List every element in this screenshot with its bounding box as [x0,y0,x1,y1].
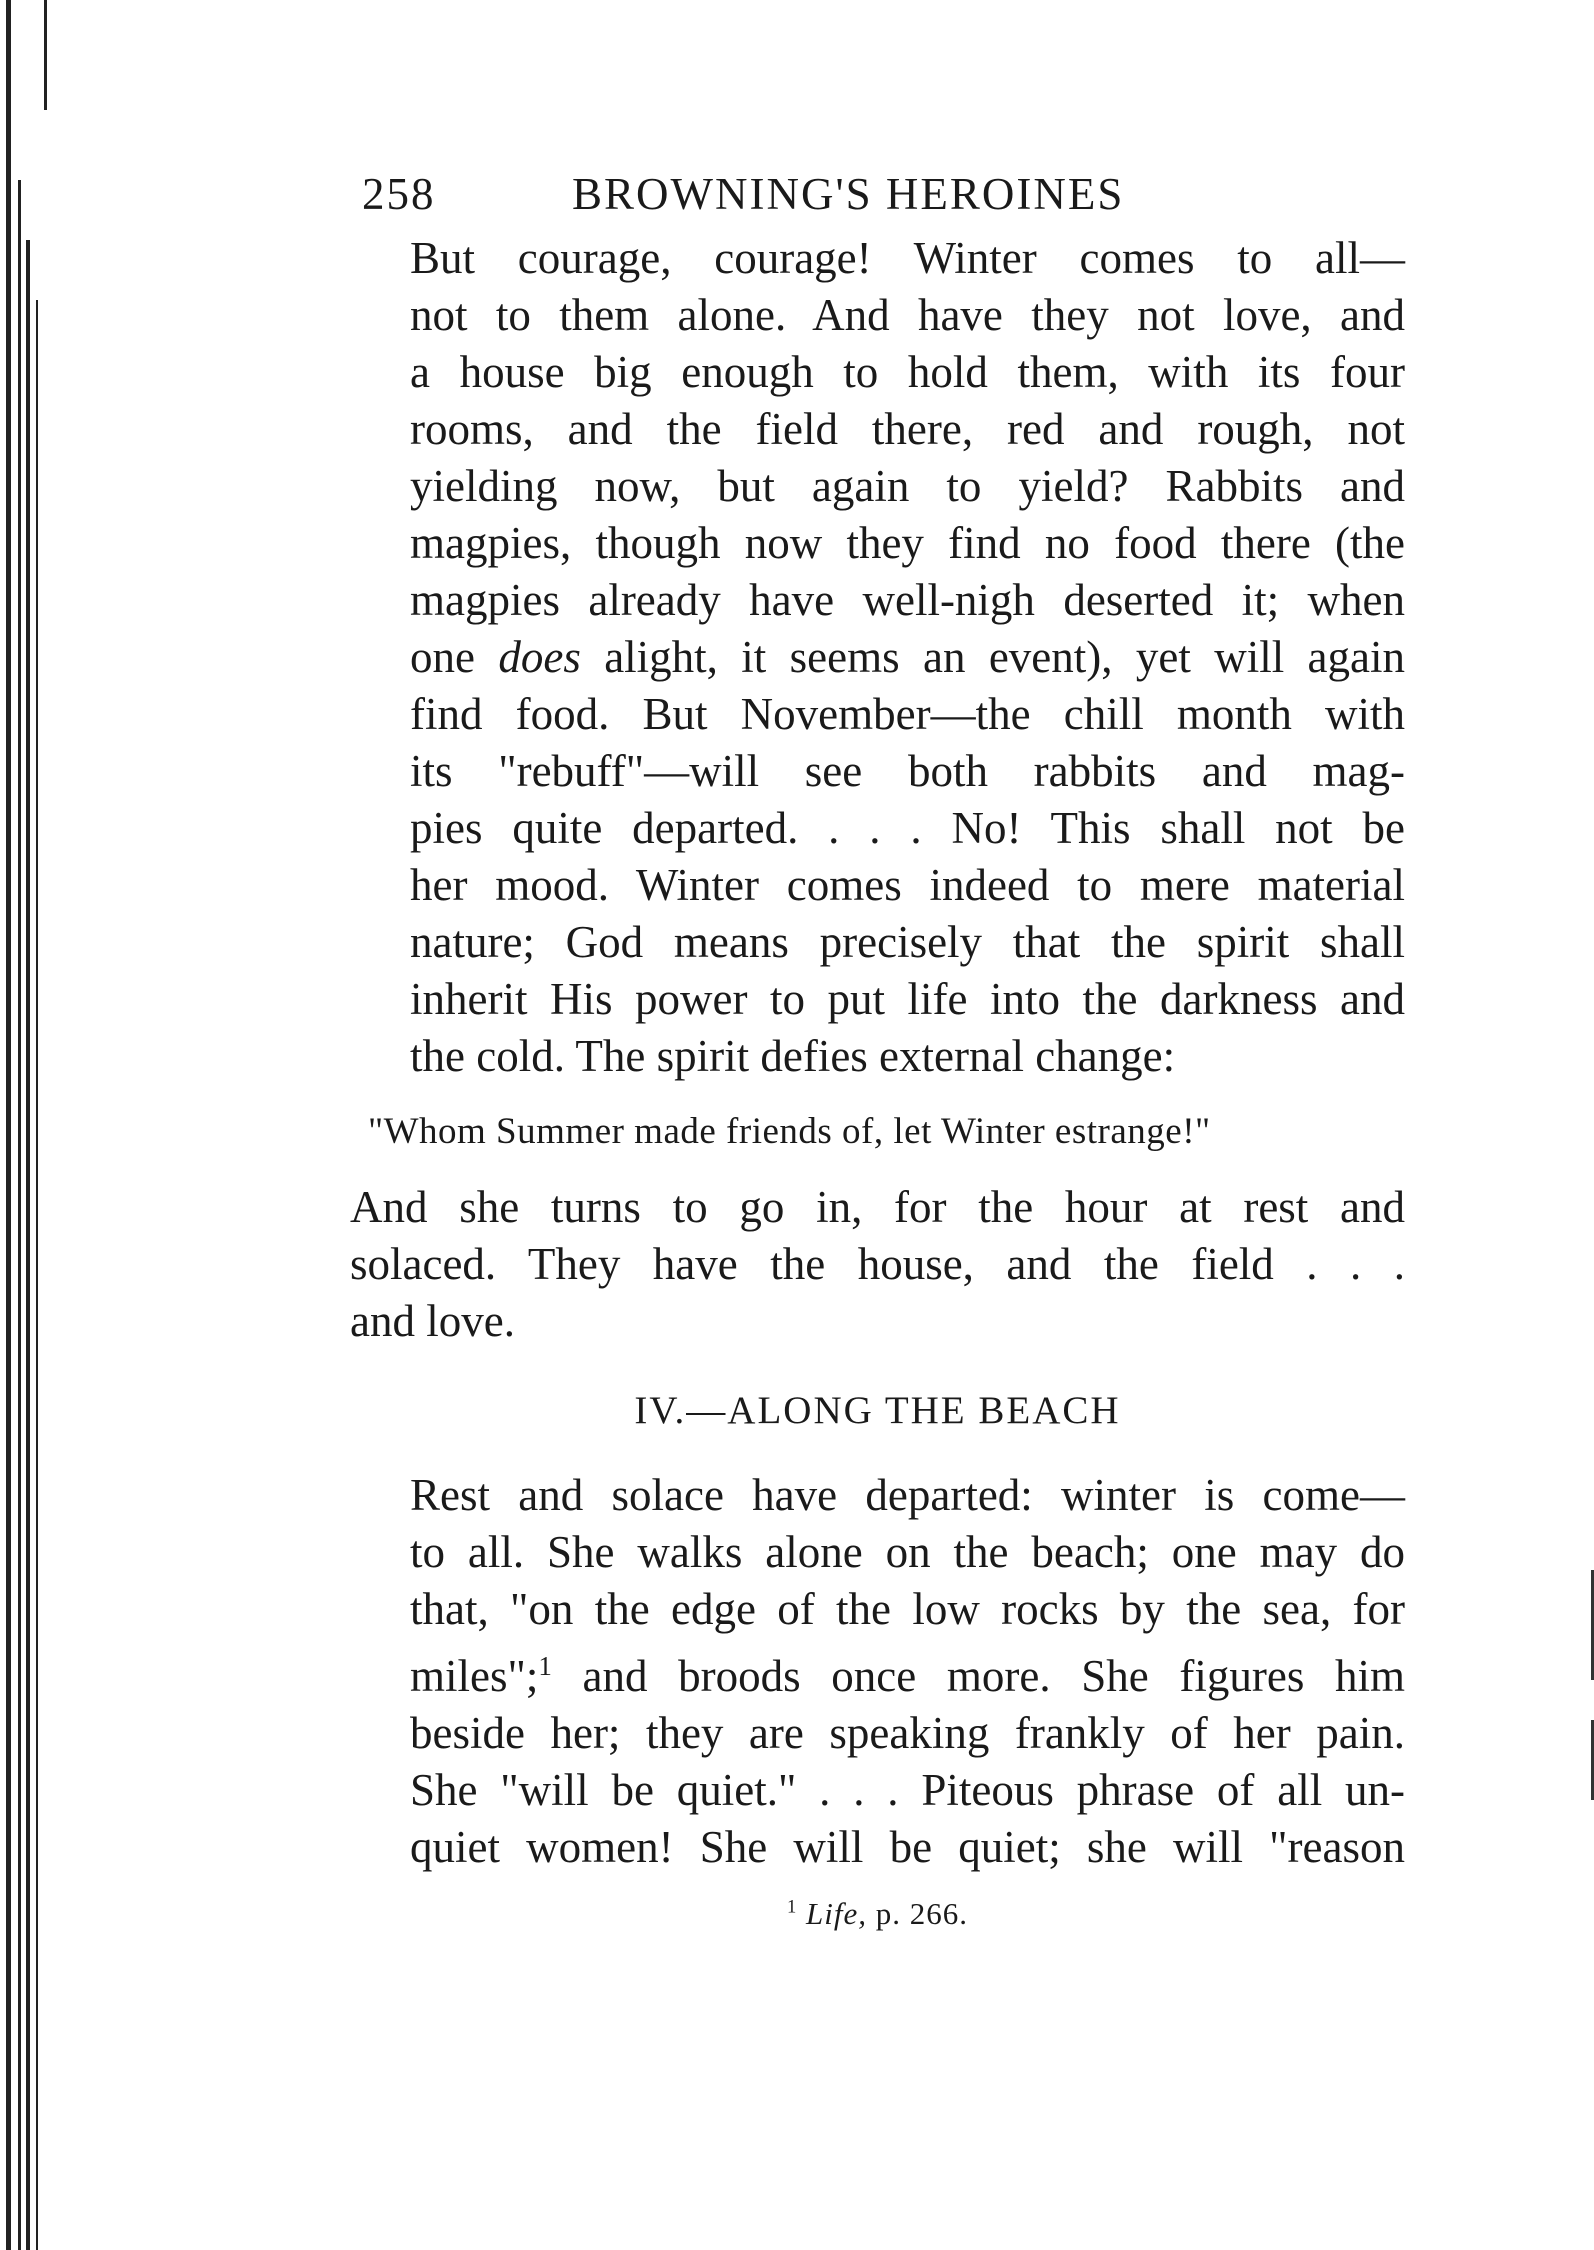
text-line: quiet women! She will be quiet; she will "reason [410,1822,1405,1872]
text-line: pies quite departed. . . . No! This shall not be [410,803,1405,853]
text-line: her mood. Winter comes indeed to mere material [410,860,1405,910]
footnote-marker: 1 [786,1896,798,1918]
book-page [350,150,1405,1932]
text-line: find food. But November—the chill month with [410,689,1405,739]
text-line: inherit His power to put life into the darkness and [410,974,1405,1024]
text-line: magpies already have well-nigh deserted it; when [410,575,1405,625]
paragraph-winter [350,230,1405,1085]
text-line: the cold. The spirit defies external change: [410,1031,1176,1081]
quotation: "Whom Summer made friends of, let Winter estrange!" [368,1111,1211,1152]
text-line: nature; God means precisely that the spirit shall [410,917,1405,967]
text-fragment: alight, it seems an event), yet will again [604,632,1406,682]
page-number: 258 [362,169,436,219]
text-line: that, "on the edge of the low rocks by the sea, for [410,1584,1405,1634]
text-line: beside her; they are speaking frankly of her pain. [410,1708,1405,1758]
footnote [350,1896,1405,1932]
text-line: Rest and solace have departed: winter is come— [410,1470,1405,1520]
text-line: And she turns to go in, for the hour at rest and [350,1182,1405,1232]
italic-word: does [498,632,581,682]
text-line: solaced. They have the house, and the field . . . [350,1239,1405,1289]
text-line: its "rebuff"—will see both rabbits and mag- [410,746,1405,796]
running-head [350,150,1405,230]
running-title: BROWNING'S HEROINES [572,169,1125,219]
text-fragment: miles"; [410,1651,539,1701]
text-fragment: and broods once more. She figures him [582,1651,1406,1701]
text-line: a house big enough to hold them, with its four [410,347,1405,397]
footnote-page-ref: p. 266. [875,1896,969,1931]
paragraph-beach [350,1467,1405,1876]
text-line: magpies, though now they find no food there (the [410,518,1405,568]
text-line: not to them alone. And have they not love, and [410,290,1405,340]
text-line: and love. [350,1296,515,1346]
text-line: She "will be quiet." . . . Piteous phrase of all un- [410,1765,1405,1815]
section-heading: IV.—ALONG THE BEACH [634,1389,1121,1432]
book-binding-edge [0,0,64,2250]
text-line: yielding now, but again to yield? Rabbits and [410,461,1405,511]
text-fragment: one [410,632,475,682]
text-line [350,629,1405,686]
paragraph-return [350,1179,1405,1350]
text-line: But courage, courage! Winter comes to all— [410,233,1405,283]
text-line [350,1638,1405,1705]
footnote-source: Life, [806,1896,868,1931]
footnote-reference[interactable]: 1 [538,1651,552,1681]
text-line: to all. She walks alone on the beach; one may do [410,1527,1405,1577]
text-line: rooms, and the field there, red and rough, not [410,404,1405,454]
